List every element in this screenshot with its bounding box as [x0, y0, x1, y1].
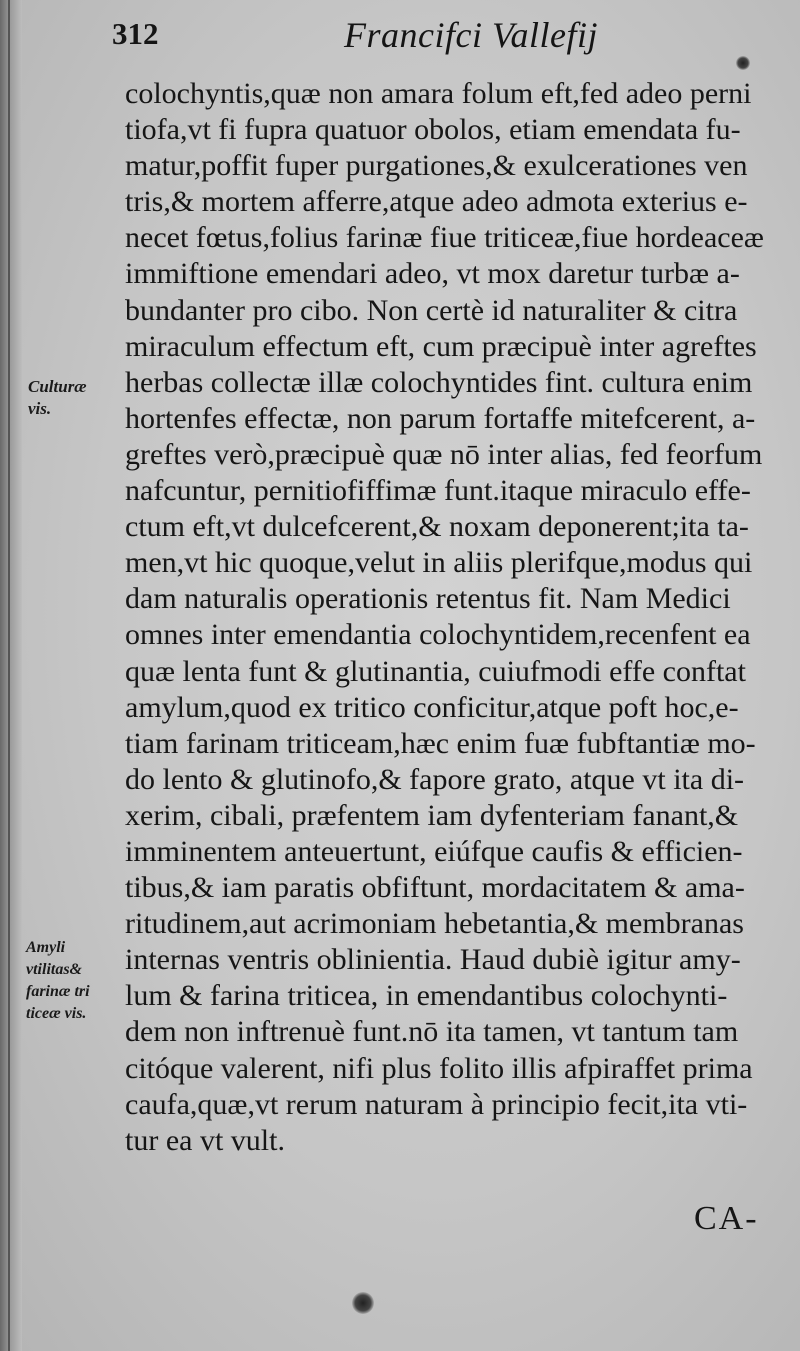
page-edge-line: [8, 0, 10, 1351]
margin-note-line: Amyli: [26, 939, 66, 956]
text-line: matur,poffit fuper purgationes,& exulcerationes ven: [125, 149, 748, 183]
text-line: herbas collectæ illæ colochyntides fint. cultura enim: [125, 365, 753, 399]
body-text: [125, 76, 765, 1159]
margin-note-cultura: [28, 376, 87, 420]
text-line: imminentem anteuertunt, eiúfque caufis & efficien-: [125, 834, 743, 868]
text-line: necet fœtus,folius farinæ fiue triticeæ,fiue hordeaceæ: [125, 221, 764, 255]
text-line: tris,& mortem afferre,atque adeo admota exterius e-: [125, 185, 748, 219]
ink-spot: [352, 1292, 374, 1314]
text-line: citóque valerent, nifi plus folito illis afpiraffet prima: [125, 1051, 753, 1085]
text-line: bundanter pro cibo. Non certè id naturaliter & citra: [125, 293, 738, 327]
text-line: tur ea vt vult.: [125, 1123, 285, 1157]
text-line: dem non inftrenuè funt.nō ita tamen, vt tantum tam: [125, 1015, 739, 1049]
text-line: ritudinem,aut acrimoniam hebetantia,& membranas: [125, 907, 744, 941]
page-gutter-shadow: [0, 0, 22, 1351]
text-line: ctum eft,vt dulcefcerent,& noxam deponerent;ita ta-: [125, 510, 749, 544]
text-line: tiam farinam triticeam,hæc enim fuæ fubftantiæ mo-: [125, 726, 756, 760]
text-line: tibus,& iam paratis obfiftunt, mordacitatem & ama-: [125, 871, 745, 905]
text-line: nafcuntur, pernitiofiffimæ funt.itaque miraculo effe-: [125, 474, 751, 508]
text-line: miraculum effectum eft, cum præcipuè inter agreftes: [125, 329, 757, 363]
text-line: hortenfes effectæ, non parum fortaffe mitefcerent, a-: [125, 401, 756, 435]
text-line: greftes verò,præcipuè quæ nō inter alias, fed feorfum: [125, 437, 763, 471]
text-line: internas ventris oblinientia. Haud dubiè igitur amy-: [125, 943, 741, 977]
margin-note-line: vis.: [28, 399, 52, 418]
page-number: 312: [112, 16, 159, 51]
text-line: dam naturalis operationis retentus fit. Nam Medici: [125, 582, 731, 616]
margin-note-amyli: [26, 937, 90, 1025]
text-line: xerim, cibali, præfentem iam dyfenteriam fanant,&: [125, 798, 739, 832]
text-line: do lento & glutinofo,& fapore grato, atque vt ita di-: [125, 762, 745, 796]
text-line: colochyntis,quæ non amara folum eft,fed adeo perni: [125, 77, 752, 110]
text-line: lum & farina triticea, in emendantibus colochynti-: [125, 979, 728, 1013]
text-line: caufa,quæ,vt rerum naturam à principio fecit,ita vti-: [125, 1087, 748, 1121]
margin-note-line: farinæ tri: [26, 983, 90, 1000]
page-header: [112, 12, 792, 72]
catchword: CA-: [694, 1200, 759, 1237]
running-head: Francifci Vallefij: [344, 15, 598, 55]
text-line: tiofa,vt fi fupra quatuor obolos, etiam emendata fu-: [125, 113, 741, 147]
margin-note-line: Culturæ: [28, 377, 87, 396]
text-line: immiftione emendari adeo, vt mox daretur turbæ a-: [125, 257, 740, 291]
text-line: men,vt hic quoque,velut in aliis plerifque,modus qui: [125, 546, 753, 580]
margin-note-line: vtilitas&: [26, 961, 82, 978]
text-line: amylum,quod ex tritico conficitur,atque poft hoc,e-: [125, 690, 739, 724]
margin-note-line: ticeæ vis.: [26, 1005, 87, 1022]
text-line: omnes inter emendantia colochyntidem,recenfent ea: [125, 618, 751, 652]
text-line: quæ lenta funt & glutinantia, cuiufmodi effe conftat: [125, 654, 746, 688]
ink-spot: [736, 56, 750, 70]
